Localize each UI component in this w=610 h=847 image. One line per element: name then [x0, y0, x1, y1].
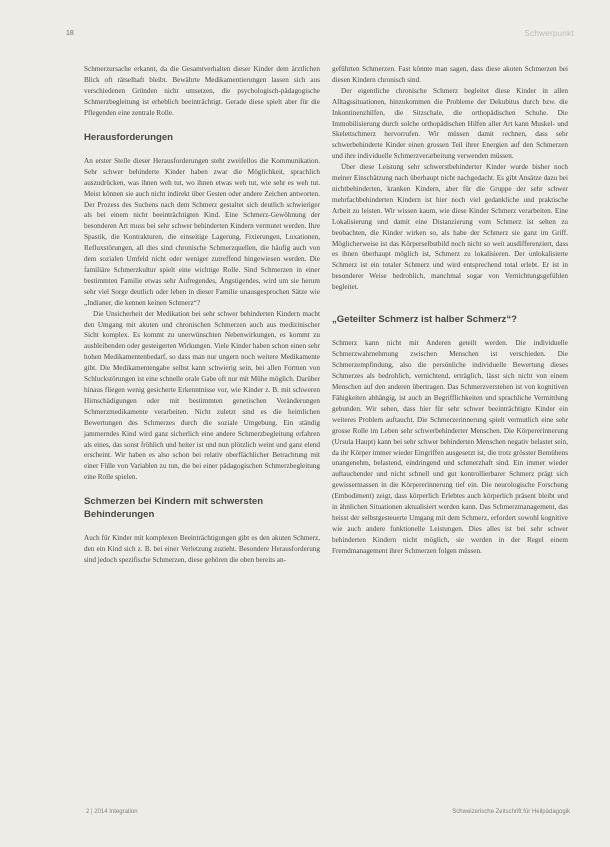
body-paragraph: Der eigentliche chronische Schmerz begleitet diese Kinder in allen Alltagssituationen, hinzukommen die Probleme der Dekubitus durch bzw. die Inkontinenzhilfen, die Sitzschale, die orthopädischen Schuhe. Die Immobilisierung durch solche orthopädischen Hilfen aller Art kann Muskel- und Skelettschmerz hervorrufen. Wir müssen damit rechnen, dass sehr schwerbehinderte Kinder einen grossen Teil ihrer Energien auf den Schmerzen und ihre individuelle Schmerzverarbeitung verwenden müssen.: [332, 86, 568, 161]
heading-herausforderungen: Herausforderungen: [84, 131, 174, 143]
right-column: [332, 64, 568, 557]
body-paragraph: Schmerz kann nicht mit Anderen geteilt werden. Die individuelle Schmerzwahrnehmung zwischen Menschen ist verschieden. Die Schmerzempfindung, also die persönliche individuelle Bewertung dieses Schmerzes als bedrohlich, vernichtend, erträglich, lässt sich nicht von einem Menschen auf den anderen übertragen. Das Schmerzverstehen ist von kognitiven Fähigkeiten abhängig, ist auch an Begrifflichkeiten und sprachliche Vermittlung gebunden. Wir sehen, dass hier für sehr schwer beeinträchtigte Kinder ein weiteres Problem auftaucht. Die Schmerzerinnerung spielt vermutlich eine sehr grosse Rolle im Leben sehr schwerbehinderter Menschen. Die Körpererinnerung (Ursula Haupt) kann bei sehr schwer behinderten Menschen negativ belastet sein, da ihr Körper immer wieder Eingriffen ausgesetzt ist, die trotz grösster Bemühens unangenehm, belastend, eindringend und schmerzhaft sind. Ein immer wieder auftauchender und nicht schnell und gut kontrollierbarer Schmerz prägt sich gewissermassen in die Körpererinnerung tief ein. Die neurologische Forschung (Embodiment) zeigt, dass körperlich Erlebtes auch körperlich präsent bleibt und in ähnlichen Situationen aktualisiert werden kann. Das Schmerzmanagement, das heisst der selbstgesteuerte Umgang mit dem Schmerz, erfordert sowohl kognitive wie auch andere funktionelle Leistungen. Dies alles ist bei sehr schwer behinderten Kindern nicht möglich, sie werden in der Regel einem Fremdmanagement ihrer Schmerzen folgen müssen.: [332, 339, 568, 555]
page-number: 18: [66, 30, 74, 37]
body-paragraph: Auch für Kinder mit komplexen Beeinträchtigungen gibt es den akuten Schmerz, den ein Kind sich z. B. bei einer Verletzung zuzieht. Besondere Herausforderung sind jedoch spezifische Schmerzen, diese gehören die oben bereits an-: [84, 533, 320, 564]
intro-paragraph: Schmerzursache erkannt, da die Gesamtverhalten dieser Kinder dem ärztlichen Blick oft rätselhaft bleibt. Bewährte Medikamentierungen lassen sich aus verschiedenen Gründen nicht umsetzen, die psychologisch-pädagogische Schmerzbegleitung ist erheblich beeinträchtigt. Gerade diese spielt aber für die Pflegenden eine zentrale Rolle.: [84, 65, 320, 117]
section-label: Schwerpunkt: [524, 29, 574, 38]
body-paragraph: geführten Schmerzen. Fast könnte man sagen, dass diese akuten Schmerzen bei diesen Kindern chronisch sind.: [332, 65, 568, 84]
body-paragraph: Über diese Leistung sehr schwerstbehinderter Kinder wurde bisher noch meiner Einschätzung nach überhaupt nicht nachgedacht. Es gibt Ansätze dazu bei nichtbehinderten, kranken Kindern, aber für die Gruppe der sehr schwer mehrfachbehinderten Kindern ist hier noch viel gedankliche und praktische Arbeit zu leisten. Wir wissen kaum, wie diese Kinder Schmerz verarbeiten. Eine Lokalisierung und damit eine Distanzierung vom Schmerz ist selten zu beobachten, die Kinder wirken so, als habe der Schmerz sie ganz im Griff. Möglicherweise ist das Körperselbstbild noch nicht so weit ausdifferenziert, dass es ihnen überhaupt möglich ist, Schmerz zu lokalisieren. Der unlokalisierte Schmerz ist ein totaler Schmerz und wird entsprechend total erlebt. Er ist in besonderer Weise bedrohlich, manchmal sogar von Vernichtungsgefühlen begleitet.: [332, 163, 568, 292]
body-paragraph: An erster Stelle dieser Herausforderungen steht zweifellos die Kommunikation. Sehr schwer behinderte Kinder haben zwar die Möglichkeit, sprachlich auszudrücken, was ihnen weh tut, wo ihnen etwas weh tut, wie sehr es weh tut. Meist können sie auch nicht indirekt über Gesten oder andere Zeichen antworten. Der Prozess des Suchens nach dem Schmerz gestaltet sich deutlich schwieriger als bei einem nicht beeinträchtigten Kind. Eine Schmerz-Gewöhnung der besonderen Art muss bei sehr schwer behinderten Kindern vermutet werden. Ihre Spastik, die Kontrakturen, die einseitige Lagerung, Fixierungen, Luxationen, Refluxstörungen, all dies sind chronische Schmerzquellen, die häufig auch von dem sozialen Umfeld nicht oder weniger zutreffend hingewiesen werden. Die familiäre Schmerzkultur spielt eine wichtige Rolle. Sind Schmerzen in einer bestimmten Familie etwas sehr Aufregendes, Ängstigendes, wird um sie herum sehr viel Sorge deutlich oder leben in dieser Familie unausgesprochen Sätze wie „Indianer, die kennen keinen Schmerz“?: [84, 156, 320, 307]
page-footer: [0, 809, 610, 819]
footer-publication: Schweizerische Zeitschrift für Heilpädagogik: [452, 809, 570, 815]
running-head: [0, 30, 610, 42]
left-column: [84, 64, 320, 566]
heading-schwerste-behinderungen: Schmerzen bei Kindern mit schwersten Behinderungen: [84, 496, 264, 520]
heading-geteilter-schmerz: „Geteilter Schmerz ist halber Schmerz“?: [332, 314, 518, 326]
body-paragraph: Die Unsicherheit der Medikation bei sehr schwer behinderten Kindern macht den Umgang mit akuten und chronischen Schmerzen auch aus medizinischer Sicht komplex. Es kommt zu unerwünschten Nebenwirkungen, es kommt zu ausbleibenden oder gesteigerten Wirkungen. Viele Kinder haben schon einen sehr hohen Medikamentenbedarf, so dass man nur ungern noch weitere Medikamente gibt. Die Medikamentengabe selbst kann schwierig sein, bei allen Formen von Schluckstörungen ist eine schnelle orale Gabe oft nur mit Mühe möglich. Darüber hinaus fliegen wenig gesicherte Erkenntnisse vor, wie Kinder z. B. mit schweren Hirnschädigungen oder mit bestimmten genetischen Veränderungen Schmerzmedikamente verarbeiten. Nicht zuletzt sind es die heimlichen Bewertungen des Schmerzes durch die soziale Umgebung. Ein ständig jammerndes Kind wird ganz sicherlich eine andere Schmerzbegleitung erfahren als eines, das sonst fröhlich und heiter ist und nun plötzlich weint und ganz elend erscheint. Wir haben es also schon bei relativ oberflächlicher Betrachtung mit einer Fülle von Variablen zu tun, die bei einer pädagogischen Schmerzbegleitung eine Rolle spielen.: [84, 309, 320, 482]
footer-issue: 2 | 2014 Integration: [86, 809, 138, 815]
